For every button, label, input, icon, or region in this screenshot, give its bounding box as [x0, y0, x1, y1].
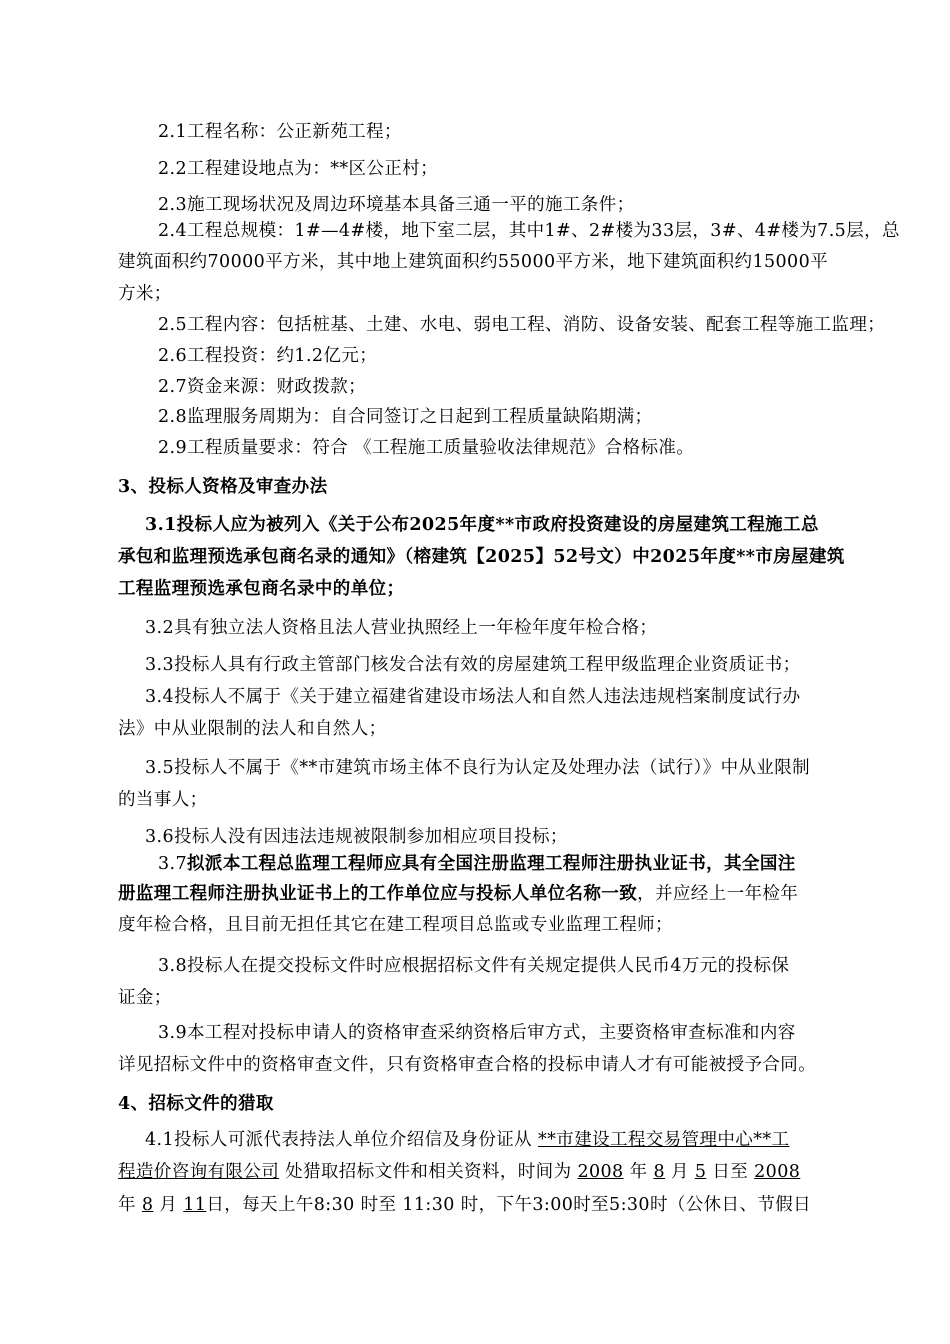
item-4-1-text-2: 处猎取招标文件和相关资料，时间为: [285, 1162, 572, 1182]
item-2-8: 2.8监理服务周期为：自合同签订之日起到工程质量缺陷期满；: [158, 407, 653, 427]
item-2-3: 2.3施工现场状况及周边环境基本具备三通一平的施工条件；: [158, 195, 635, 215]
item-3-6: 3.6投标人没有因违法违规被限制参加相应项目投标；: [145, 827, 568, 847]
item-3-8-line2: 证金；: [118, 988, 172, 1008]
start-month: 8: [653, 1162, 665, 1182]
item-3-7-line3: 度年检合格，且目前无担任其它在建工程项目总监或专业监理工程师；: [118, 915, 673, 935]
item-3-9-line1: 3.9本工程对投标申请人的资格审查采纳资格后审方式，主要资格审查标准和内容: [158, 1023, 796, 1043]
issuer-name-underlined: **市建设工程交易管理中心**工: [538, 1130, 790, 1150]
item-3-1-line2: 承包和监理预选承包商名录的通知》（榕建筑【2025】52号文）中2025年度**市房屋建筑: [118, 547, 845, 567]
issuer-name-underlined-2: 程造价咨询有限公司: [118, 1162, 280, 1182]
year-label-2: 年: [118, 1195, 136, 1215]
item-3-7-bold-text: 拟派本工程总监理工程师应具有全国注册监理工程师注册执业证书，其全国注: [187, 854, 796, 874]
item-2-6: 2.6工程投资：约1.2亿元；: [158, 346, 378, 366]
item-3-4-line1: 3.4投标人不属于《关于建立福建省建设市场法人和自然人违法违规档案制度试行办: [145, 687, 801, 707]
item-3-8-line1: 3.8投标人在提交投标文件时应根据招标文件有关规定提供人民币4万元的投标保: [158, 956, 790, 976]
item-3-7-line1: [158, 852, 796, 876]
item-3-1-line1: 3.1投标人应为被列入《关于公布2025年度**市政府投资建设的房屋建筑工程施工总: [145, 515, 819, 535]
item-3-7-bold-text-2: 册监理工程师注册执业证书上的工作单位应与投标人单位名称一致: [118, 884, 638, 904]
item-4-1-text: 4.1投标人可派代表持法人单位介绍信及身份证从: [145, 1130, 533, 1150]
end-year: 2008: [754, 1162, 801, 1182]
item-2-1: 2.1工程名称：公正新苑工程；: [158, 122, 402, 142]
item-2-7: 2.7资金来源：财政拨款；: [158, 377, 367, 397]
item-2-4-line3: 方米；: [118, 284, 172, 304]
item-3-5-line2: 的当事人；: [118, 790, 208, 810]
item-3-7-number: 3.7: [158, 854, 188, 874]
item-3-2: 3.2具有独立法人资格且法人营业执照经上一年检年度年检合格；: [145, 618, 658, 638]
item-2-4-line1: 2.4工程总规模：1#—4#楼，地下室二层，其中1#、2#楼为33层，3#、4#楼为7.5层，总: [158, 221, 900, 241]
item-3-7-line2: [118, 882, 798, 906]
section-4-heading: 4、招标文件的猎取: [118, 1094, 274, 1114]
item-4-1-line3: [118, 1193, 811, 1217]
item-3-4-line2: 法》中从业限制的法人和自然人；: [118, 719, 387, 739]
item-3-9-line2: 详见招标文件中的资格审查文件，只有资格审查合格的投标申请人才有可能被授予合同。: [118, 1055, 817, 1075]
item-3-1-line3: 工程监理预选承包商名录中的单位；: [118, 579, 405, 599]
section-3-heading: 3、投标人资格及审查办法: [118, 477, 328, 497]
item-2-2: 2.2工程建设地点为：**区公正村；: [158, 159, 439, 179]
month-label: 月: [670, 1162, 689, 1182]
item-4-1-line2: [118, 1160, 800, 1184]
item-3-5-line1: 3.5投标人不属于《**市建筑市场主体不良行为认定及处理办法（试行）》中从业限制: [145, 758, 811, 778]
month-label-2: 月: [159, 1195, 178, 1215]
day-to-label: 日至: [712, 1162, 749, 1182]
start-day: 5: [694, 1162, 707, 1182]
start-year: 2008: [577, 1162, 624, 1182]
item-3-7-text: ，并应经上一年检年: [637, 884, 799, 904]
end-month: 8: [141, 1195, 154, 1215]
item-4-1-line1: [145, 1128, 789, 1152]
year-label: 年: [629, 1162, 648, 1182]
item-2-9: 2.9工程质量要求：符合 《工程施工质量验收法律规范》合格标准。: [158, 438, 695, 458]
end-day: 11: [183, 1195, 207, 1215]
item-4-1-text-3: 日，每天上午8:30 时至 11:30 时，下午3:00时至5:30时（公休日、节假日: [206, 1195, 812, 1215]
item-3-3: 3.3投标人具有行政主管部门核发合法有效的房屋建筑工程甲级监理企业资质证书；: [145, 655, 801, 675]
item-2-5: 2.5工程内容：包括桩基、土建、水电、弱电工程、消防、设备安装、配套工程等施工监理；: [158, 315, 886, 335]
item-2-4-line2: 建筑面积约70000平方米，其中地上建筑面积约55000平方米，地下建筑面积约15000平: [118, 252, 829, 272]
